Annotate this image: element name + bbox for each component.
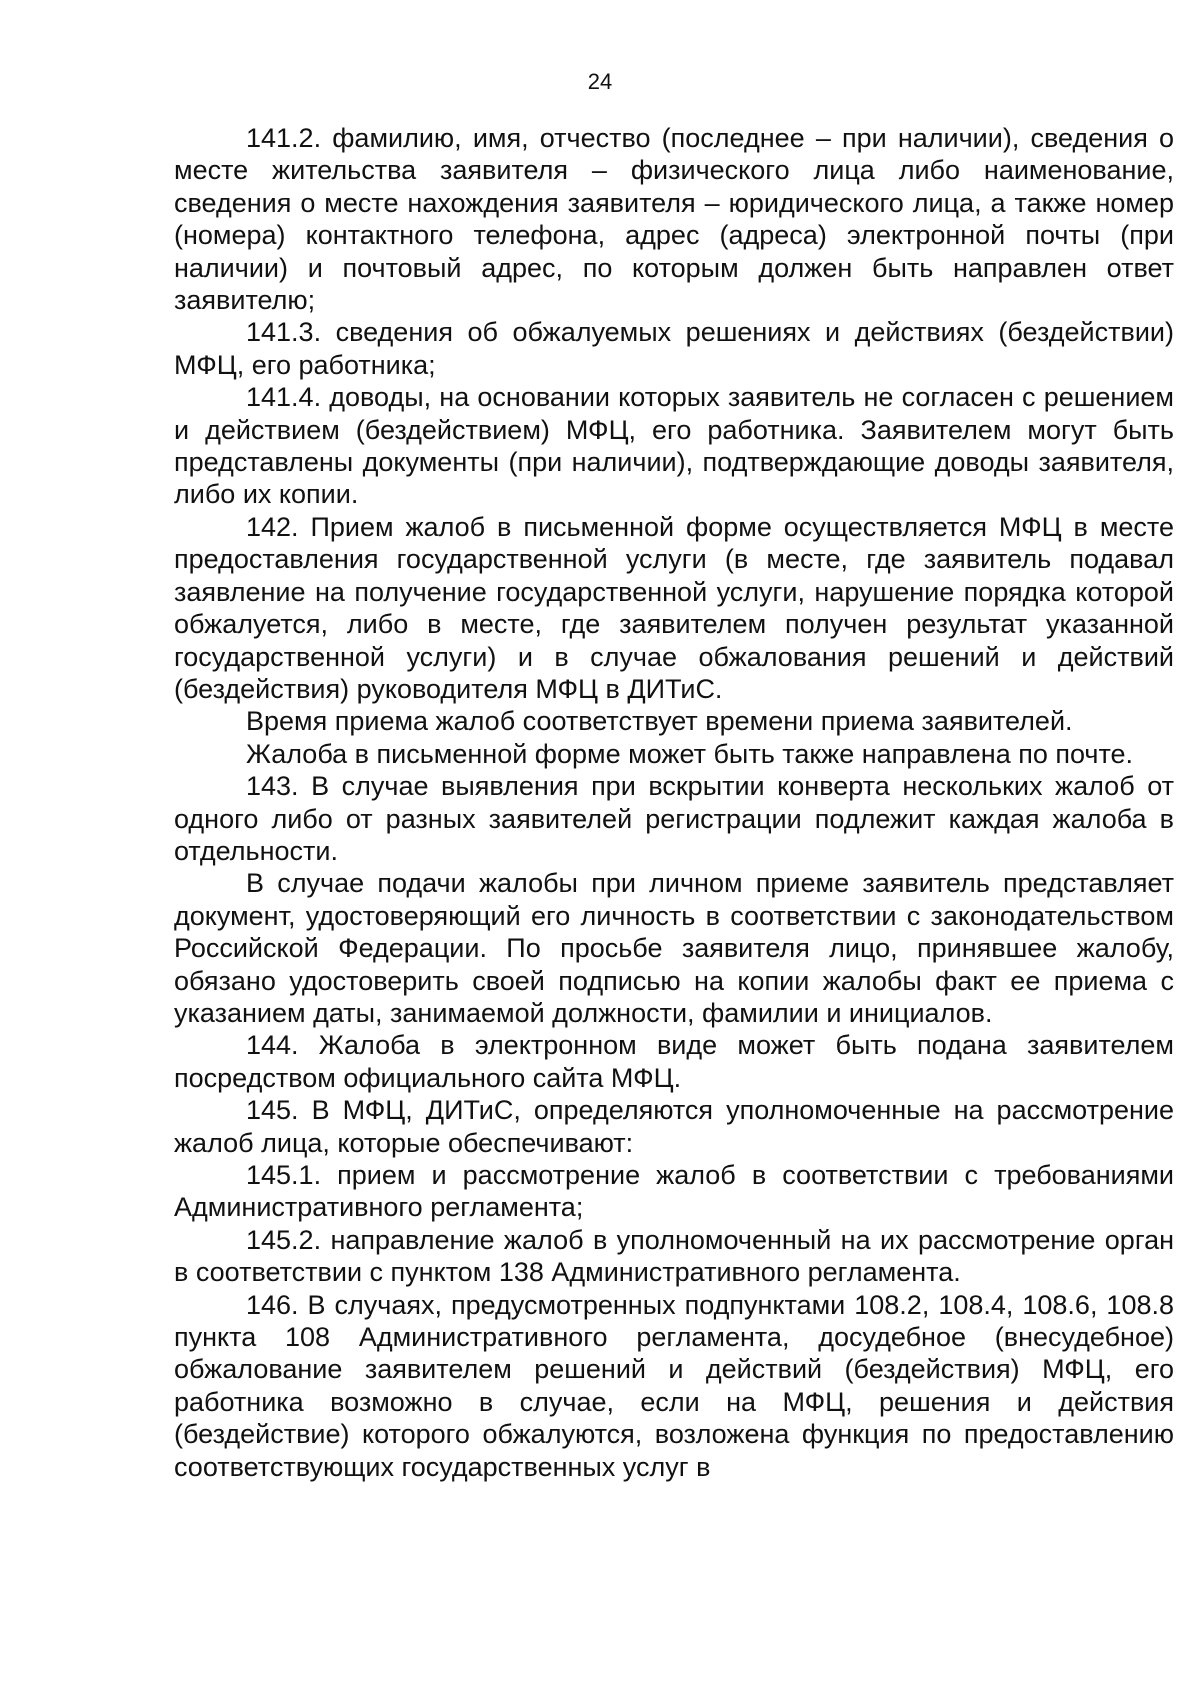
paragraph-145-2: 145.2. направление жалоб в уполномоченный на их рассмотрение орган в соответствии с пунктом 138 Административного регламента. — [174, 1224, 1174, 1288]
paragraph-reception-time: Время приема жалоб соответствует времени приема заявителей. — [246, 706, 1073, 737]
paragraph-144: 144. Жалоба в электронном виде может быть подана заявителем посредством официального сайта МФЦ. — [174, 1030, 1174, 1093]
paragraph-141-2: 141.2. фамилию, имя, отчество (последнее – при наличии), сведения о месте жительства заявителя – физического лица либо наименование, сведения о месте нахождения заявителя – юридического лица, а также номер (номера) контактного телефона, адрес (адреса) электронной почты (при наличии) и почтовый адрес, по которым должен быть направлен ответ заявителю; — [174, 123, 1174, 316]
paragraph-145: 145. В МФЦ, ДИТиС, определяются уполномоченные на рассмотрение жалоб лица, которые обеспечивают: — [174, 1095, 1174, 1158]
paragraph-141-4: 141.4. доводы, на основании которых заявитель не согласен с решением и действием (бездействием) МФЦ, его работника. Заявителем могут быть представлены документы (при наличии), подтверждающие доводы заявителя, либо их копии. — [174, 382, 1174, 510]
paragraph-141-3: 141.3. сведения об обжалуемых решениях и действиях (бездействии) МФЦ, его работника; — [174, 317, 1174, 380]
paragraph-146: 146. В случаях, предусмотренных подпунктами 108.2, 108.4, 108.6, 108.8 пункта 108 Административного регламента, досудебное (внесудебное) обжалование заявителем решений и действий (бездействия) МФЦ, его работника возможно в случае, если на МФЦ, решения и действия (бездействие) которого обжалуются, возложена функция по предоставлению соответствующих государственных услуг в — [174, 1289, 1174, 1482]
paragraph-143: 143. В случае выявления при вскрытии конверта нескольких жалоб от одного либо от разных заявителей регистрации подлежит каждая жалоба в отдельности. — [174, 771, 1174, 866]
page-number: 24 — [587, 69, 613, 94]
paragraph-142: 142. Прием жалоб в письменной форме осуществляется МФЦ в месте предоставления государственной услуги (в месте, где заявитель подавал заявление на получение государственной услуги, нарушение порядка которой обжалуется, либо в месте, где заявителем получен результат указанной государственной услуги) и в случае обжалования решений и действий (бездействия) руководителя МФЦ в ДИТиС. — [174, 511, 1174, 704]
paragraph-personal-reception: В случае подачи жалобы при личном приеме заявитель представляет документ, удостоверяющий его личность в соответствии с законодательством Российской Федерации. По просьбе заявителя лицо, принявшее жалобу, обязано удостоверить своей подписью на копии жалобы факт ее приема с указанием даты, занимаемой должности, фамилии и инициалов. — [174, 868, 1174, 1028]
paragraph-145-1: 145.1. прием и рассмотрение жалоб в соответствии с требованиями Административного регламента; — [174, 1160, 1174, 1223]
paragraph-mail-submission: Жалоба в письменной форме может быть также направлена по почте. — [246, 738, 1134, 769]
document-body — [174, 122, 1174, 1483]
